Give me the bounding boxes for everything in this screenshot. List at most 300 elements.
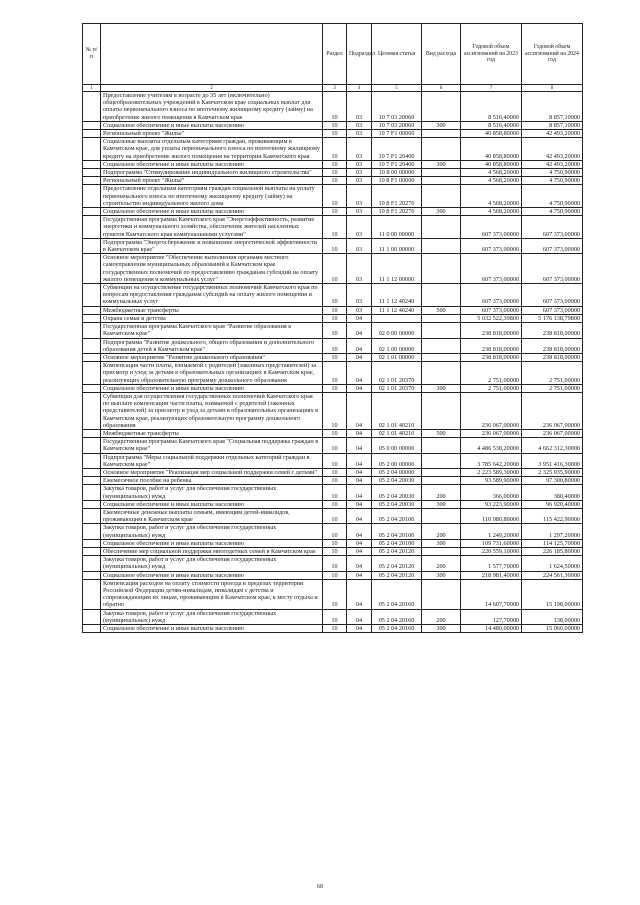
table-row [83, 169, 583, 177]
cell-vr [422, 216, 461, 239]
cell-pr: 04 [347, 571, 372, 579]
cell-b: 607 373,00000 [522, 254, 583, 284]
cell-vr: 500 [422, 429, 461, 437]
colnum: 7 [461, 85, 522, 92]
cell-b: 238 818,00000 [522, 353, 583, 361]
cell-cs: 05 2 04 20100 [372, 539, 422, 547]
cell-rz: 10 [323, 547, 347, 555]
cell-a: 40 858,80000 [461, 130, 522, 138]
cell-a: 14 607,70000 [461, 579, 522, 609]
cell-a: 2 751,00000 [461, 384, 522, 392]
cell-cs: 05 0 00 00000 [372, 438, 422, 453]
cell-a: 4 486 538,20000 [461, 438, 522, 453]
cell-cs: 05 2 04 20030 [372, 477, 422, 485]
cell-vr [422, 468, 461, 476]
cell-cs: 02 1 01 40210 [372, 392, 422, 429]
cell-a: 236 067,00000 [461, 392, 522, 429]
table-row [83, 579, 583, 609]
cell-num [83, 453, 101, 468]
table-row [83, 485, 583, 500]
cell-b: 226 185,80000 [522, 547, 583, 555]
cell-cs: 10 7 03 20060 [372, 121, 422, 129]
cell-rz: 10 [323, 160, 347, 168]
cell-cs: 05 2 04 20120 [372, 556, 422, 571]
colnum: 4 [347, 85, 372, 92]
cell-rz: 10 [323, 468, 347, 476]
cell-rz: 10 [323, 429, 347, 437]
table-row [83, 338, 583, 353]
cell-pr: 04 [347, 477, 372, 485]
cell-vr [422, 477, 461, 485]
table-row [83, 625, 583, 633]
cell-rz: 10 [323, 323, 347, 338]
cell-a: 5 032 522,39800 [461, 314, 522, 322]
cell-b: 2 751,00000 [522, 362, 583, 385]
cell-name: Межбюджетные трансферты [101, 429, 323, 437]
cell-pr: 04 [347, 362, 372, 385]
cell-cs: 11 1 12 00000 [372, 254, 422, 284]
cell-rz: 10 [323, 121, 347, 129]
cell-b: 97 300,80000 [522, 477, 583, 485]
cell-a: 4 568,20000 [461, 169, 522, 177]
table-row [83, 508, 583, 523]
cell-pr: 03 [347, 284, 372, 307]
cell-vr [422, 438, 461, 453]
table-row [83, 323, 583, 338]
cell-vr [422, 508, 461, 523]
cell-b: 15 060,00000 [522, 625, 583, 633]
cell-num [83, 254, 101, 284]
cell-pr: 04 [347, 314, 372, 322]
cell-a: 93 223,90000 [461, 500, 522, 508]
cell-cs: 05 2 00 00000 [372, 453, 422, 468]
cell-num [83, 160, 101, 168]
table-row [83, 353, 583, 361]
cell-pr: 04 [347, 485, 372, 500]
colnum: 3 [323, 85, 347, 92]
cell-b: 238 818,00000 [522, 338, 583, 353]
cell-b: 4 750,90000 [522, 169, 583, 177]
cell-b: 5 176 138,79800 [522, 314, 583, 322]
cell-vr [422, 547, 461, 555]
cell-a: 4 568,20000 [461, 177, 522, 185]
cell-a: 3 785 642,20000 [461, 453, 522, 468]
cell-name: Подпрограмма "Меры социальной поддержки отдельных категорий граждан в Камчатском крае" [101, 453, 323, 468]
cell-num [83, 362, 101, 385]
cell-vr [422, 185, 461, 208]
cell-b: 4 750,90000 [522, 208, 583, 216]
cell-a: 607 373,00000 [461, 238, 522, 253]
cell-rz: 10 [323, 208, 347, 216]
cell-vr [422, 138, 461, 161]
cell-num [83, 468, 101, 476]
cell-cs: 10 8 F1 00000 [372, 177, 422, 185]
column-number-row [83, 85, 583, 92]
cell-b: 1 297,20000 [522, 524, 583, 539]
cell-vr [422, 323, 461, 338]
cell-num [83, 579, 101, 609]
cell-cs: 02 1 01 20370 [372, 384, 422, 392]
cell-rz: 10 [323, 362, 347, 385]
cell-cs: 02 1 01 00000 [372, 353, 422, 361]
header-num: № п/п [83, 24, 101, 85]
cell-rz: 10 [323, 625, 347, 633]
cell-pr: 03 [347, 254, 372, 284]
cell-vr [422, 314, 461, 322]
cell-name: Ежемесячное пособие на ребенка [101, 477, 323, 485]
cell-vr: 200 [422, 556, 461, 571]
cell-b: 607 373,00000 [522, 306, 583, 314]
cell-cs: 05 2 04 00000 [372, 468, 422, 476]
header-expense-type: Вид расхода [422, 24, 461, 85]
cell-pr: 03 [347, 121, 372, 129]
cell-name: Закупка товаров, работ и услуг для обеспечения государственных (муниципальных) нужд [101, 609, 323, 624]
cell-cs: 02 1 00 00000 [372, 338, 422, 353]
cell-num [83, 284, 101, 307]
cell-rz: 10 [323, 556, 347, 571]
table-row [83, 453, 583, 468]
cell-num [83, 130, 101, 138]
cell-rz: 10 [323, 579, 347, 609]
cell-pr: 04 [347, 579, 372, 609]
table-row [83, 284, 583, 307]
cell-rz: 10 [323, 438, 347, 453]
cell-vr [422, 130, 461, 138]
cell-name: Региональный проект "Жилье" [101, 130, 323, 138]
cell-num [83, 556, 101, 571]
cell-rz: 10 [323, 609, 347, 624]
cell-cs: 10 8 F1 20270 [372, 185, 422, 208]
cell-b: 8 857,10000 [522, 121, 583, 129]
cell-pr: 03 [347, 92, 372, 122]
cell-vr: 500 [422, 306, 461, 314]
cell-num [83, 477, 101, 485]
cell-rz: 10 [323, 338, 347, 353]
cell-rz: 10 [323, 392, 347, 429]
cell-a: 218 981,40000 [461, 571, 522, 579]
cell-cs: 11 1 12 40240 [372, 284, 422, 307]
cell-a: 607 373,00000 [461, 216, 522, 239]
header-row [83, 24, 583, 85]
cell-rz: 10 [323, 306, 347, 314]
cell-name: Основное мероприятие "Обеспечение выполнения органами местного самоуправления муниципальных образований в Камчатском крае государственных полномочий по предоставлению гражданам субсидий на оплату жилого помещения и коммунальных услуг" [101, 254, 323, 284]
colnum: 6 [422, 85, 461, 92]
cell-rz: 10 [323, 571, 347, 579]
cell-vr [422, 453, 461, 468]
cell-rz: 10 [323, 314, 347, 322]
cell-a: 8 516,40000 [461, 121, 522, 129]
cell-vr: 200 [422, 524, 461, 539]
cell-pr: 04 [347, 524, 372, 539]
cell-pr: 04 [347, 625, 372, 633]
cell-cs: 05 2 04 20100 [372, 524, 422, 539]
cell-vr: 300 [422, 500, 461, 508]
cell-name: Социальное обеспечение и иные выплаты населению [101, 625, 323, 633]
cell-vr: 300 [422, 539, 461, 547]
cell-a: 110 980,80000 [461, 508, 522, 523]
table-row [83, 121, 583, 129]
cell-name: Социальное обеспечение и иные выплаты населению [101, 500, 323, 508]
cell-pr: 03 [347, 238, 372, 253]
cell-rz: 10 [323, 477, 347, 485]
cell-a: 4 568,20000 [461, 185, 522, 208]
cell-rz: 10 [323, 284, 347, 307]
cell-cs: 02 0 00 00000 [372, 323, 422, 338]
cell-b: 15 198,00000 [522, 579, 583, 609]
table-row [83, 160, 583, 168]
cell-b: 42 493,20000 [522, 130, 583, 138]
table-row [83, 468, 583, 476]
colnum: 2 [101, 85, 323, 92]
table-row [83, 524, 583, 539]
cell-a: 607 373,00000 [461, 306, 522, 314]
colnum: 5 [372, 85, 422, 92]
cell-b: 224 561,30000 [522, 571, 583, 579]
cell-name: Подпрограмма "Стимулирование индивидуального жилищного строительства" [101, 169, 323, 177]
cell-name: Региональный проект "Жилье" [101, 177, 323, 185]
table-row [83, 539, 583, 547]
cell-num [83, 306, 101, 314]
cell-num [83, 314, 101, 322]
table-row [83, 392, 583, 429]
table-body [83, 92, 583, 633]
cell-rz: 10 [323, 453, 347, 468]
cell-rz: 10 [323, 238, 347, 253]
cell-vr [422, 579, 461, 609]
cell-vr [422, 284, 461, 307]
cell-a: 4 568,20000 [461, 208, 522, 216]
cell-b: 1 624,50000 [522, 556, 583, 571]
table-row [83, 362, 583, 385]
cell-pr: 04 [347, 539, 372, 547]
cell-pr: 04 [347, 556, 372, 571]
cell-b: 236 067,00000 [522, 392, 583, 429]
cell-b: 236 067,00000 [522, 429, 583, 437]
cell-b: 380,40000 [522, 485, 583, 500]
cell-pr: 03 [347, 169, 372, 177]
cell-name: Подпрограмма "Развитие дошкольного, общего образования и дополнительного образования детей в Камчатском крае" [101, 338, 323, 353]
table-row [83, 130, 583, 138]
cell-a: 1 249,20000 [461, 524, 522, 539]
cell-name: Социальное обеспечение и иные выплаты населению [101, 571, 323, 579]
cell-cs [372, 314, 422, 322]
cell-name: Компенсация части платы, взимаемой с родителей (законных представителей) за присмотр и уход за детьми в образовательных организациях в Камчатском крае, реализующих образовательную программу дошкольного образования [101, 362, 323, 385]
header-2024: Годовой объем ассигнований на 2024 год [522, 24, 583, 85]
cell-cs: 11 1 00 00000 [372, 238, 422, 253]
cell-name: Закупка товаров, работ и услуг для обеспечения государственных (муниципальных) нужд [101, 485, 323, 500]
cell-num [83, 169, 101, 177]
cell-pr: 03 [347, 208, 372, 216]
cell-num [83, 485, 101, 500]
table-row [83, 500, 583, 508]
cell-cs: 10 7 F1 00000 [372, 130, 422, 138]
cell-vr: 300 [422, 160, 461, 168]
cell-a: 236 067,00000 [461, 429, 522, 437]
cell-cs: 10 8 F1 20270 [372, 208, 422, 216]
table-row [83, 92, 583, 122]
table-row [83, 609, 583, 624]
cell-pr: 04 [347, 508, 372, 523]
cell-num [83, 392, 101, 429]
cell-num [83, 438, 101, 453]
cell-name: Компенсация расходов на оплату стоимости проезда в пределах территории Российской Федерации детям-инвалидам, инвалидам с детства и сопровождающим их лицам, проживающим в Камчатском крае, к месту отдыха и обратно [101, 579, 323, 609]
cell-vr [422, 338, 461, 353]
cell-num [83, 625, 101, 633]
table-row [83, 208, 583, 216]
cell-a: 607 373,00000 [461, 284, 522, 307]
cell-num [83, 323, 101, 338]
cell-num [83, 508, 101, 523]
cell-b: 96 920,40000 [522, 500, 583, 508]
table-row [83, 254, 583, 284]
cell-name: Социальное обеспечение и иные выплаты населению [101, 208, 323, 216]
cell-num [83, 547, 101, 555]
cell-vr [422, 362, 461, 385]
cell-b: 114 125,70000 [522, 539, 583, 547]
cell-vr [422, 169, 461, 177]
header-2023: Годовой объем ассигнований на 2023 год [461, 24, 522, 85]
cell-cs: 10 7 F1 20400 [372, 160, 422, 168]
cell-num [83, 216, 101, 239]
cell-rz: 10 [323, 169, 347, 177]
header-name [101, 24, 323, 85]
budget-table [82, 23, 583, 633]
cell-pr: 03 [347, 216, 372, 239]
cell-b: 607 373,00000 [522, 238, 583, 253]
cell-num [83, 208, 101, 216]
cell-pr: 04 [347, 323, 372, 338]
cell-vr: 300 [422, 625, 461, 633]
cell-a: 40 858,80000 [461, 138, 522, 161]
cell-cs: 10 7 F1 20400 [372, 138, 422, 161]
cell-num [83, 384, 101, 392]
cell-name: Социальное обеспечение и иные выплаты населению [101, 121, 323, 129]
cell-num [83, 92, 101, 122]
cell-vr [422, 238, 461, 253]
table-row [83, 547, 583, 555]
cell-name: Социальное обеспечение и иные выплаты населению [101, 160, 323, 168]
cell-vr: 300 [422, 384, 461, 392]
cell-pr: 04 [347, 547, 372, 555]
cell-name: Основное мероприятие "Развитие дошкольного образования" [101, 353, 323, 361]
colnum: 1 [83, 85, 101, 92]
colnum: 8 [522, 85, 583, 92]
cell-b: 4 750,90000 [522, 177, 583, 185]
table-row [83, 438, 583, 453]
cell-pr: 04 [347, 438, 372, 453]
cell-name: Государственная программа Камчатского края "Энергоэффективность, развитие энергетики и коммунального хозяйства, обеспечение жителей населенных пунктов Камчатского края коммунальными услугами" [101, 216, 323, 239]
cell-cs: 05 2 04 20160 [372, 609, 422, 624]
cell-b: 42 493,20000 [522, 160, 583, 168]
table-row [83, 306, 583, 314]
cell-cs: 02 1 01 20370 [372, 362, 422, 385]
cell-pr: 04 [347, 353, 372, 361]
table-row [83, 477, 583, 485]
cell-num [83, 609, 101, 624]
cell-vr: 300 [422, 208, 461, 216]
table-row [83, 238, 583, 253]
cell-vr [422, 254, 461, 284]
cell-a: 220 559,10000 [461, 547, 522, 555]
cell-pr: 04 [347, 392, 372, 429]
cell-rz: 10 [323, 539, 347, 547]
cell-pr: 03 [347, 177, 372, 185]
cell-a: 40 858,80000 [461, 160, 522, 168]
cell-name: Закупка товаров, работ и услуг для обеспечения государственных (муниципальных) нужд [101, 524, 323, 539]
cell-num [83, 177, 101, 185]
table-row [83, 177, 583, 185]
cell-num [83, 238, 101, 253]
cell-name: Субвенции для осуществления государственных полномочий Камчатского края по выплате компенсации части платы, взимаемой с родителей (законных представителей) за присмотр и уход за детьми в образовательных организациях в Камчатском крае, реализующих образовательную программу дошкольного образования [101, 392, 323, 429]
cell-rz: 10 [323, 130, 347, 138]
cell-vr [422, 392, 461, 429]
cell-vr: 200 [422, 609, 461, 624]
cell-b: 238 818,00000 [522, 323, 583, 338]
cell-vr: 200 [422, 485, 461, 500]
cell-b: 607 373,00000 [522, 284, 583, 307]
cell-pr: 04 [347, 429, 372, 437]
cell-vr: 300 [422, 121, 461, 129]
cell-rz: 10 [323, 216, 347, 239]
cell-a: 2 751,00000 [461, 362, 522, 385]
cell-rz: 10 [323, 177, 347, 185]
cell-name: Предоставление отдельным категориям граждан социальной выплаты на уплату первоначального взноса по ипотечному жилищному кредиту (займу) на строительство индивидуального жилого дома [101, 185, 323, 208]
cell-vr [422, 92, 461, 122]
cell-name: Межбюджетные трансферты [101, 306, 323, 314]
cell-a: 238 818,00000 [461, 338, 522, 353]
cell-a: 14 480,00000 [461, 625, 522, 633]
header-target-article: Целевая статья [372, 24, 422, 85]
cell-num [83, 338, 101, 353]
cell-pr: 03 [347, 185, 372, 208]
cell-rz: 10 [323, 500, 347, 508]
cell-name: Государственная программа Камчатского края "Развитие образования в Камчатском крае" [101, 323, 323, 338]
table-row [83, 216, 583, 239]
cell-cs: 10 7 03 20060 [372, 92, 422, 122]
cell-name: Охрана семьи и детства [101, 314, 323, 322]
budget-table-page [82, 23, 582, 633]
cell-pr: 04 [347, 500, 372, 508]
cell-cs: 05 2 04 20030 [372, 485, 422, 500]
cell-pr: 03 [347, 130, 372, 138]
header-podrazdel: Подраздел [347, 24, 372, 85]
table-row [83, 556, 583, 571]
cell-rz: 10 [323, 384, 347, 392]
cell-num [83, 185, 101, 208]
cell-pr: 03 [347, 160, 372, 168]
cell-b: 42 493,20000 [522, 138, 583, 161]
cell-rz: 10 [323, 92, 347, 122]
cell-b: 138,00000 [522, 609, 583, 624]
cell-num [83, 121, 101, 129]
cell-pr: 04 [347, 609, 372, 624]
cell-rz: 10 [323, 508, 347, 523]
table-row [83, 138, 583, 161]
table-row [83, 429, 583, 437]
cell-pr: 04 [347, 468, 372, 476]
cell-a: 93 589,90000 [461, 477, 522, 485]
cell-cs: 02 1 01 40210 [372, 429, 422, 437]
cell-pr: 03 [347, 138, 372, 161]
table-row [83, 384, 583, 392]
cell-num [83, 353, 101, 361]
cell-cs: 05 2 04 20160 [372, 579, 422, 609]
header-razdel: Раздел [323, 24, 347, 85]
table-row [83, 185, 583, 208]
cell-name: Закупка товаров, работ и услуг для обеспечения государственных (муниципальных) нужд [101, 556, 323, 571]
cell-pr: 04 [347, 338, 372, 353]
cell-pr: 04 [347, 384, 372, 392]
